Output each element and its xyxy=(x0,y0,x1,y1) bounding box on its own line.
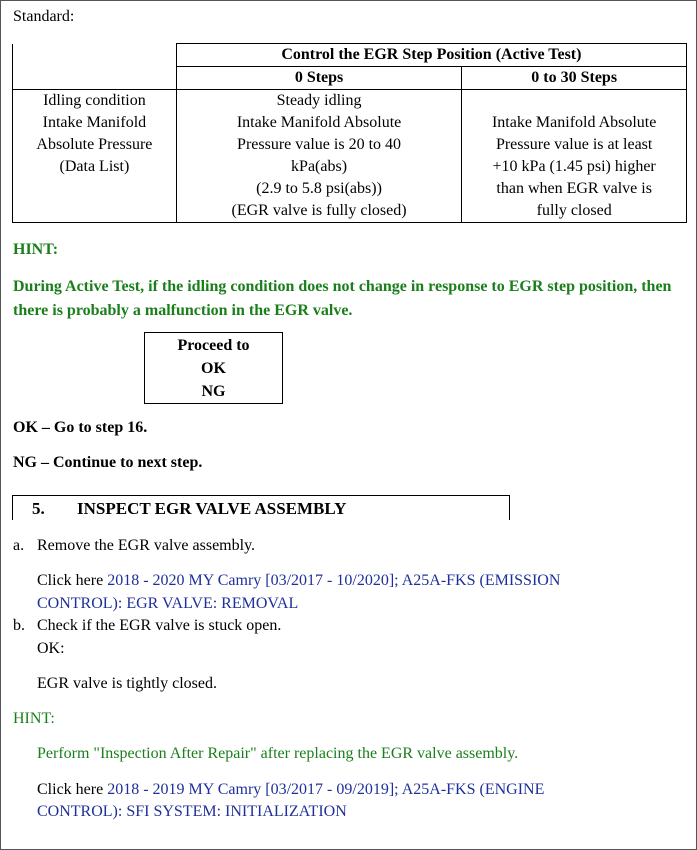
item-b-text: Check if the EGR valve is stuck open. xyxy=(37,617,282,634)
egr-valve-removal-link[interactable]: 2018 - 2020 MY Camry [03/2017 - 10/2020]; A25A-FKS (EMISSION xyxy=(107,572,561,589)
table-header-col1: 0 Steps xyxy=(176,67,462,90)
item-a-letter: a. xyxy=(13,537,25,554)
item-b-ok-label: OK: xyxy=(37,640,65,657)
ng-result-line: NG – Continue to next step. xyxy=(13,454,203,471)
table-cell-0-30-steps: Intake Manifold Absolute Pressure value is at least +10 kPa (1.45 psi) higher than when EGR valve is fully closed xyxy=(462,90,687,223)
item-a-link-cont xyxy=(37,593,298,615)
step-heading xyxy=(12,495,510,520)
hint2-click-line xyxy=(37,779,544,801)
table-row-label: Idling condition Intake Manifold Absolute Pressure (Data List) xyxy=(13,90,177,223)
proceed-ng: NG xyxy=(201,383,226,400)
step-title: INSPECT EGR VALVE ASSEMBLY xyxy=(77,499,347,518)
proceed-box xyxy=(144,332,283,404)
ok-result-line: OK – Go to step 16. xyxy=(13,419,148,436)
table-header-col2: 0 to 30 Steps xyxy=(462,67,687,90)
item-a-click-line xyxy=(37,570,560,592)
item-b-letter: b. xyxy=(13,617,25,634)
hint2-title: HINT: xyxy=(13,710,55,727)
hint-text: During Active Test, if the idling condition does not change in response to EGR step position, then there is probably a malfunction in the EGR valve. xyxy=(13,278,672,319)
standard-table xyxy=(12,43,687,223)
hint2-text: Perform "Inspection After Repair" after replacing the EGR valve assembly. xyxy=(37,745,519,762)
hint-title: HINT: xyxy=(13,241,59,258)
table-empty-cell xyxy=(13,44,177,67)
standard-label: Standard: xyxy=(13,8,75,25)
table-header-main: Control the EGR Step Position (Active Test) xyxy=(176,44,686,67)
sfi-initialization-link-cont[interactable]: CONTROL): SFI SYSTEM: INITIALIZATION xyxy=(37,803,347,820)
click-here-label: Click here xyxy=(37,781,104,798)
proceed-title: Proceed to xyxy=(177,337,250,354)
click-here-label: Click here xyxy=(37,572,104,589)
sfi-initialization-link[interactable]: 2018 - 2019 MY Camry [03/2017 - 09/2019]; A25A-FKS (ENGINE xyxy=(107,781,545,798)
table-empty-cell xyxy=(13,67,177,90)
item-a-text: Remove the EGR valve assembly. xyxy=(37,537,256,554)
table-cell-0-steps: Steady idling Intake Manifold Absolute Pressure value is 20 to 40 kPa(abs) (2.9 to 5.8 psi(abs)) (EGR valve is fully closed) xyxy=(176,90,462,223)
step-number: 5. xyxy=(32,499,45,518)
proceed-ok: OK xyxy=(201,360,226,377)
hint2-link-cont xyxy=(37,801,347,823)
item-b-ok-text: EGR valve is tightly closed. xyxy=(37,675,217,692)
egr-valve-removal-link-cont[interactable]: CONTROL): EGR VALVE: REMOVAL xyxy=(37,595,299,612)
